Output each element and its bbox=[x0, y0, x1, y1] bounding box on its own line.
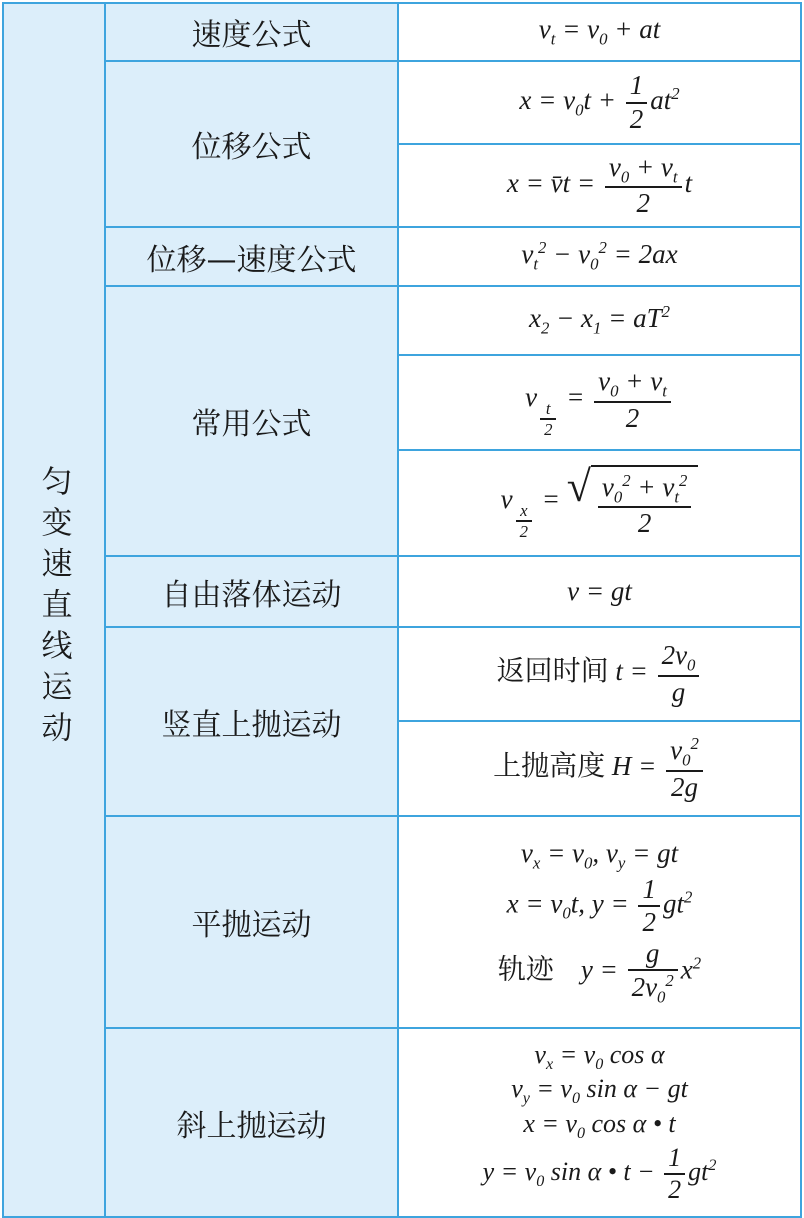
formula-free-fall: v = gt bbox=[398, 556, 801, 627]
row-name: 常用公式 bbox=[191, 407, 312, 442]
row-name-cell bbox=[105, 627, 398, 816]
formula-label: 返回时间 bbox=[496, 654, 609, 688]
formula-displacement-velocity: $v_t^2 - v_0^2 = 2ax$ bbox=[398, 227, 801, 286]
row-name: 位移公式 bbox=[191, 130, 312, 165]
row-name-cell bbox=[105, 227, 398, 286]
row-name-cell bbox=[105, 1028, 398, 1217]
row-name: 斜上抛运动 bbox=[176, 1108, 327, 1144]
formula-common-2: v $_{\frac{t}{2}}$ = $\frac{v_0 + v_t}{2}$ bbox=[398, 355, 801, 450]
category-cell bbox=[3, 3, 105, 1217]
table-row bbox=[3, 61, 801, 144]
row-name-cell bbox=[105, 3, 398, 61]
table-row bbox=[3, 286, 801, 355]
row-name-cell bbox=[105, 556, 398, 627]
table-row bbox=[3, 227, 801, 286]
formula-velocity: $v_t = v_0$ + at bbox=[398, 3, 801, 61]
row-name: 自由落体运动 bbox=[161, 577, 342, 613]
row-name: 位移—速度公式 bbox=[146, 242, 357, 278]
row-name-cell bbox=[105, 816, 398, 1028]
row-name: 竖直上抛运动 bbox=[161, 707, 342, 743]
table-row bbox=[3, 556, 801, 627]
table-row bbox=[3, 627, 801, 721]
formula-label: 上抛高度 bbox=[493, 748, 606, 782]
row-name-cell bbox=[105, 286, 398, 556]
row-name-cell bbox=[105, 61, 398, 227]
table-row bbox=[3, 1028, 801, 1217]
formula-displacement-1: $x = v_0t$ + $\frac{1}{2}$ $at^2$ bbox=[398, 61, 801, 144]
formula-label: 轨迹 bbox=[497, 952, 554, 986]
formula-common-3: v $_{\frac{x}{2}}$ = √ $\frac{v_0^2 + v_t^2}{2}$ bbox=[398, 450, 801, 556]
formula-horizontal-projectile: $v_x = v_0$, $v_y$ = gt $x = v_0t$, y = $\frac{1}{2}$ $gt^2$ 轨迹 y = $\frac{g}{2v_0^2}$ $x^2$ bbox=[398, 816, 801, 1028]
row-name: 速度公式 bbox=[191, 18, 312, 53]
formula-common-1: $x_2 - x_1 = aT^2$ bbox=[398, 286, 801, 355]
category-label: 匀变速直线运动 bbox=[35, 464, 72, 752]
formula-max-height: 上抛高度 H = $\frac{v_0^2}{2g}$ bbox=[398, 721, 801, 816]
table-row bbox=[3, 816, 801, 1028]
formula-displacement-2: x = v̄t = $\frac{v_0 + v_t}{2}$ t bbox=[398, 144, 801, 227]
formula-return-time: 返回时间 t = $\frac{2v_0}{g}$ bbox=[398, 627, 801, 721]
formula-table bbox=[2, 2, 802, 1218]
row-name: 平抛运动 bbox=[191, 908, 312, 943]
formula-oblique-projectile: $v_x = v_0$ cos α $v_y = v_0$ sin α − gt $x = v_0$ cos α • t $y = v_0$ sin α • t − $\frac{1}{2}$ $gt^2$ bbox=[398, 1028, 801, 1217]
table-row bbox=[3, 3, 801, 61]
